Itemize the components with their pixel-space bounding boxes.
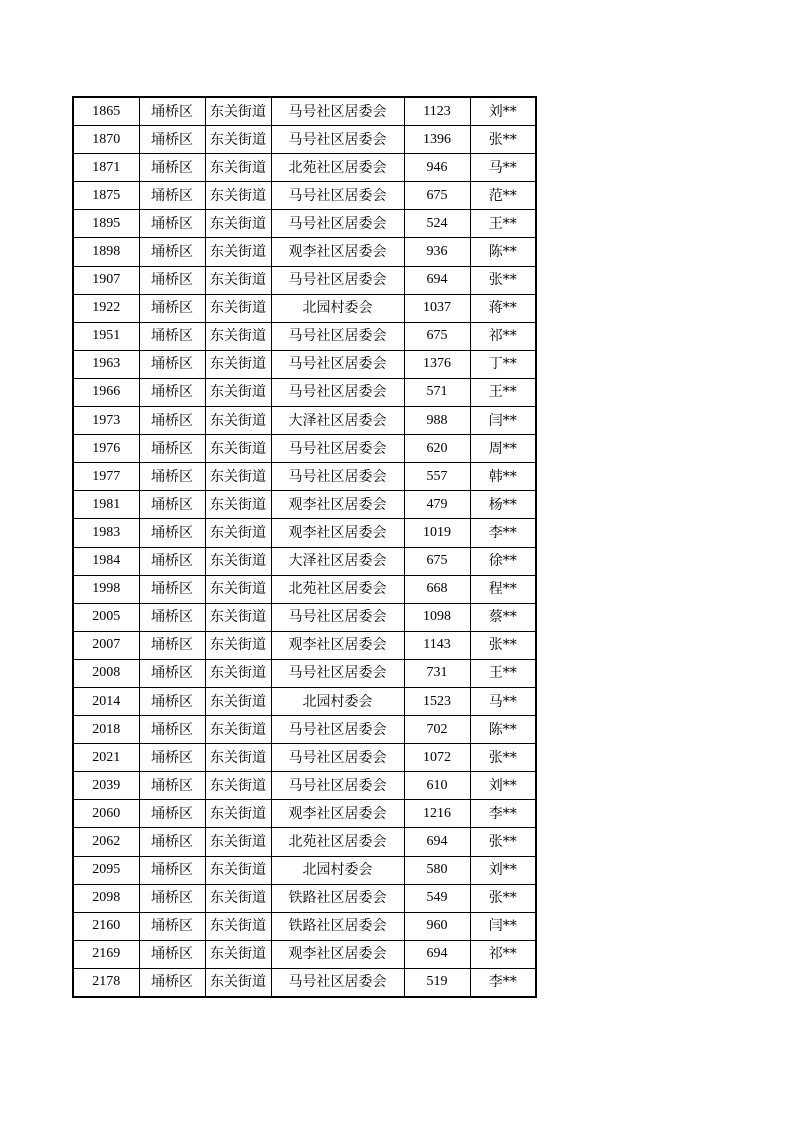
cell-district: 埇桥区 [139, 519, 205, 547]
cell-amount: 620 [404, 435, 470, 463]
cell-id: 1981 [73, 491, 139, 519]
cell-district: 埇桥区 [139, 968, 205, 997]
cell-id: 1865 [73, 97, 139, 126]
cell-street: 东关街道 [205, 182, 271, 210]
cell-street: 东关街道 [205, 435, 271, 463]
cell-id: 2062 [73, 828, 139, 856]
cell-street: 东关街道 [205, 547, 271, 575]
table-row [73, 491, 536, 519]
cell-amount: 557 [404, 463, 470, 491]
cell-committee: 大泽社区居委会 [271, 547, 404, 575]
table-row [73, 407, 536, 435]
cell-amount: 580 [404, 856, 470, 884]
cell-amount: 936 [404, 238, 470, 266]
cell-amount: 946 [404, 154, 470, 182]
table-row [73, 294, 536, 322]
cell-id: 1875 [73, 182, 139, 210]
cell-name: 张** [470, 266, 536, 294]
cell-district: 埇桥区 [139, 491, 205, 519]
cell-id: 2005 [73, 603, 139, 631]
cell-id: 1984 [73, 547, 139, 575]
cell-district: 埇桥区 [139, 744, 205, 772]
table-row [73, 800, 536, 828]
table-row [73, 575, 536, 603]
cell-amount: 1098 [404, 603, 470, 631]
cell-street: 东关街道 [205, 322, 271, 350]
cell-name: 闫** [470, 407, 536, 435]
cell-id: 1895 [73, 210, 139, 238]
cell-committee: 马号社区居委会 [271, 435, 404, 463]
cell-amount: 549 [404, 884, 470, 912]
cell-committee: 观李社区居委会 [271, 519, 404, 547]
cell-id: 2014 [73, 687, 139, 715]
cell-amount: 988 [404, 407, 470, 435]
cell-name: 张** [470, 126, 536, 154]
cell-name: 刘** [470, 772, 536, 800]
cell-amount: 675 [404, 547, 470, 575]
cell-committee: 北苑社区居委会 [271, 575, 404, 603]
cell-id: 1976 [73, 435, 139, 463]
table-row [73, 238, 536, 266]
cell-amount: 1216 [404, 800, 470, 828]
cell-name: 刘** [470, 856, 536, 884]
cell-street: 东关街道 [205, 238, 271, 266]
cell-name: 张** [470, 744, 536, 772]
cell-street: 东关街道 [205, 491, 271, 519]
cell-name: 王** [470, 378, 536, 406]
cell-district: 埇桥区 [139, 856, 205, 884]
cell-district: 埇桥区 [139, 716, 205, 744]
cell-street: 东关街道 [205, 154, 271, 182]
cell-id: 1963 [73, 350, 139, 378]
cell-amount: 1123 [404, 97, 470, 126]
table-row [73, 744, 536, 772]
cell-street: 东关街道 [205, 884, 271, 912]
cell-street: 东关街道 [205, 97, 271, 126]
table-row [73, 463, 536, 491]
cell-committee: 观李社区居委会 [271, 940, 404, 968]
cell-id: 2039 [73, 772, 139, 800]
cell-street: 东关街道 [205, 940, 271, 968]
cell-committee: 观李社区居委会 [271, 800, 404, 828]
cell-committee: 马号社区居委会 [271, 744, 404, 772]
cell-amount: 694 [404, 266, 470, 294]
cell-committee: 马号社区居委会 [271, 350, 404, 378]
cell-name: 李** [470, 968, 536, 997]
cell-district: 埇桥区 [139, 182, 205, 210]
table-row [73, 603, 536, 631]
cell-name: 周** [470, 435, 536, 463]
cell-district: 埇桥区 [139, 407, 205, 435]
cell-id: 1973 [73, 407, 139, 435]
cell-street: 东关街道 [205, 350, 271, 378]
cell-district: 埇桥区 [139, 294, 205, 322]
cell-name: 杨** [470, 491, 536, 519]
table-row [73, 856, 536, 884]
cell-id: 1871 [73, 154, 139, 182]
table-row [73, 322, 536, 350]
cell-committee: 北园村委会 [271, 856, 404, 884]
cell-district: 埇桥区 [139, 97, 205, 126]
table-body [73, 97, 536, 997]
cell-street: 东关街道 [205, 912, 271, 940]
cell-district: 埇桥区 [139, 238, 205, 266]
table-row [73, 912, 536, 940]
cell-amount: 731 [404, 659, 470, 687]
cell-district: 埇桥区 [139, 575, 205, 603]
cell-id: 2169 [73, 940, 139, 968]
cell-committee: 北苑社区居委会 [271, 828, 404, 856]
cell-amount: 1396 [404, 126, 470, 154]
cell-id: 2098 [73, 884, 139, 912]
cell-street: 东关街道 [205, 575, 271, 603]
cell-district: 埇桥区 [139, 603, 205, 631]
cell-district: 埇桥区 [139, 154, 205, 182]
cell-amount: 694 [404, 940, 470, 968]
cell-name: 李** [470, 800, 536, 828]
table-row [73, 547, 536, 575]
cell-id: 2021 [73, 744, 139, 772]
cell-district: 埇桥区 [139, 210, 205, 238]
cell-name: 程** [470, 575, 536, 603]
cell-amount: 1143 [404, 631, 470, 659]
cell-id: 1966 [73, 378, 139, 406]
table-row [73, 435, 536, 463]
cell-committee: 观李社区居委会 [271, 491, 404, 519]
cell-amount: 702 [404, 716, 470, 744]
cell-street: 东关街道 [205, 968, 271, 997]
cell-committee: 铁路社区居委会 [271, 912, 404, 940]
cell-name: 韩** [470, 463, 536, 491]
table-row [73, 772, 536, 800]
cell-id: 1907 [73, 266, 139, 294]
cell-district: 埇桥区 [139, 350, 205, 378]
table-row [73, 97, 536, 126]
cell-committee: 马号社区居委会 [271, 210, 404, 238]
cell-district: 埇桥区 [139, 266, 205, 294]
table-row [73, 182, 536, 210]
cell-amount: 1523 [404, 687, 470, 715]
cell-street: 东关街道 [205, 519, 271, 547]
cell-street: 东关街道 [205, 659, 271, 687]
cell-id: 2007 [73, 631, 139, 659]
cell-amount: 668 [404, 575, 470, 603]
cell-id: 1998 [73, 575, 139, 603]
cell-name: 李** [470, 519, 536, 547]
table-row [73, 940, 536, 968]
cell-amount: 1037 [404, 294, 470, 322]
cell-committee: 北苑社区居委会 [271, 154, 404, 182]
cell-amount: 675 [404, 322, 470, 350]
table-row [73, 126, 536, 154]
cell-name: 张** [470, 828, 536, 856]
cell-amount: 1072 [404, 744, 470, 772]
cell-id: 1898 [73, 238, 139, 266]
cell-street: 东关街道 [205, 800, 271, 828]
cell-street: 东关街道 [205, 266, 271, 294]
cell-street: 东关街道 [205, 603, 271, 631]
cell-name: 陈** [470, 716, 536, 744]
cell-amount: 479 [404, 491, 470, 519]
cell-name: 闫** [470, 912, 536, 940]
cell-amount: 519 [404, 968, 470, 997]
cell-street: 东关街道 [205, 716, 271, 744]
cell-id: 1977 [73, 463, 139, 491]
table-row [73, 631, 536, 659]
cell-name: 张** [470, 631, 536, 659]
cell-district: 埇桥区 [139, 884, 205, 912]
cell-name: 范** [470, 182, 536, 210]
cell-district: 埇桥区 [139, 772, 205, 800]
cell-committee: 观李社区居委会 [271, 238, 404, 266]
cell-name: 徐** [470, 547, 536, 575]
cell-committee: 马号社区居委会 [271, 603, 404, 631]
cell-committee: 马号社区居委会 [271, 463, 404, 491]
cell-id: 2060 [73, 800, 139, 828]
cell-id: 2095 [73, 856, 139, 884]
cell-district: 埇桥区 [139, 435, 205, 463]
table-row [73, 828, 536, 856]
table-row [73, 350, 536, 378]
cell-committee: 马号社区居委会 [271, 182, 404, 210]
cell-name: 祁** [470, 940, 536, 968]
table-row [73, 154, 536, 182]
cell-id: 1983 [73, 519, 139, 547]
cell-amount: 675 [404, 182, 470, 210]
table-row [73, 884, 536, 912]
cell-name: 蔡** [470, 603, 536, 631]
cell-district: 埇桥区 [139, 659, 205, 687]
cell-street: 东关街道 [205, 378, 271, 406]
cell-street: 东关街道 [205, 687, 271, 715]
cell-committee: 大泽社区居委会 [271, 407, 404, 435]
cell-street: 东关街道 [205, 856, 271, 884]
cell-amount: 571 [404, 378, 470, 406]
cell-street: 东关街道 [205, 126, 271, 154]
cell-committee: 铁路社区居委会 [271, 884, 404, 912]
cell-name: 祁** [470, 322, 536, 350]
cell-committee: 马号社区居委会 [271, 772, 404, 800]
cell-name: 陈** [470, 238, 536, 266]
table-row [73, 659, 536, 687]
cell-district: 埇桥区 [139, 547, 205, 575]
table-row [73, 210, 536, 238]
cell-name: 蒋** [470, 294, 536, 322]
cell-id: 1870 [73, 126, 139, 154]
cell-district: 埇桥区 [139, 828, 205, 856]
cell-street: 东关街道 [205, 744, 271, 772]
cell-id: 2008 [73, 659, 139, 687]
cell-committee: 北园村委会 [271, 687, 404, 715]
table-row [73, 968, 536, 997]
cell-committee: 马号社区居委会 [271, 378, 404, 406]
cell-committee: 马号社区居委会 [271, 716, 404, 744]
cell-name: 马** [470, 154, 536, 182]
cell-name: 丁** [470, 350, 536, 378]
cell-name: 刘** [470, 97, 536, 126]
cell-amount: 610 [404, 772, 470, 800]
table-row [73, 266, 536, 294]
cell-committee: 马号社区居委会 [271, 659, 404, 687]
table-row [73, 378, 536, 406]
cell-committee: 马号社区居委会 [271, 322, 404, 350]
cell-district: 埇桥区 [139, 800, 205, 828]
cell-id: 2018 [73, 716, 139, 744]
table-row [73, 519, 536, 547]
cell-committee: 马号社区居委会 [271, 266, 404, 294]
cell-district: 埇桥区 [139, 463, 205, 491]
cell-amount: 960 [404, 912, 470, 940]
cell-district: 埇桥区 [139, 687, 205, 715]
cell-amount: 524 [404, 210, 470, 238]
cell-committee: 马号社区居委会 [271, 126, 404, 154]
cell-id: 2160 [73, 912, 139, 940]
cell-district: 埇桥区 [139, 631, 205, 659]
table-row [73, 687, 536, 715]
cell-amount: 694 [404, 828, 470, 856]
cell-id: 1922 [73, 294, 139, 322]
cell-street: 东关街道 [205, 828, 271, 856]
cell-id: 2178 [73, 968, 139, 997]
data-table [72, 96, 537, 998]
cell-committee: 观李社区居委会 [271, 631, 404, 659]
cell-street: 东关街道 [205, 210, 271, 238]
cell-id: 1951 [73, 322, 139, 350]
cell-district: 埇桥区 [139, 378, 205, 406]
cell-amount: 1019 [404, 519, 470, 547]
cell-committee: 北园村委会 [271, 294, 404, 322]
cell-name: 王** [470, 210, 536, 238]
cell-street: 东关街道 [205, 631, 271, 659]
cell-committee: 马号社区居委会 [271, 968, 404, 997]
cell-street: 东关街道 [205, 294, 271, 322]
cell-committee: 马号社区居委会 [271, 97, 404, 126]
cell-district: 埇桥区 [139, 912, 205, 940]
cell-street: 东关街道 [205, 772, 271, 800]
cell-name: 王** [470, 659, 536, 687]
cell-amount: 1376 [404, 350, 470, 378]
cell-name: 马** [470, 687, 536, 715]
cell-district: 埇桥区 [139, 126, 205, 154]
cell-street: 东关街道 [205, 407, 271, 435]
cell-district: 埇桥区 [139, 322, 205, 350]
cell-district: 埇桥区 [139, 940, 205, 968]
cell-name: 张** [470, 884, 536, 912]
cell-street: 东关街道 [205, 463, 271, 491]
table-row [73, 716, 536, 744]
